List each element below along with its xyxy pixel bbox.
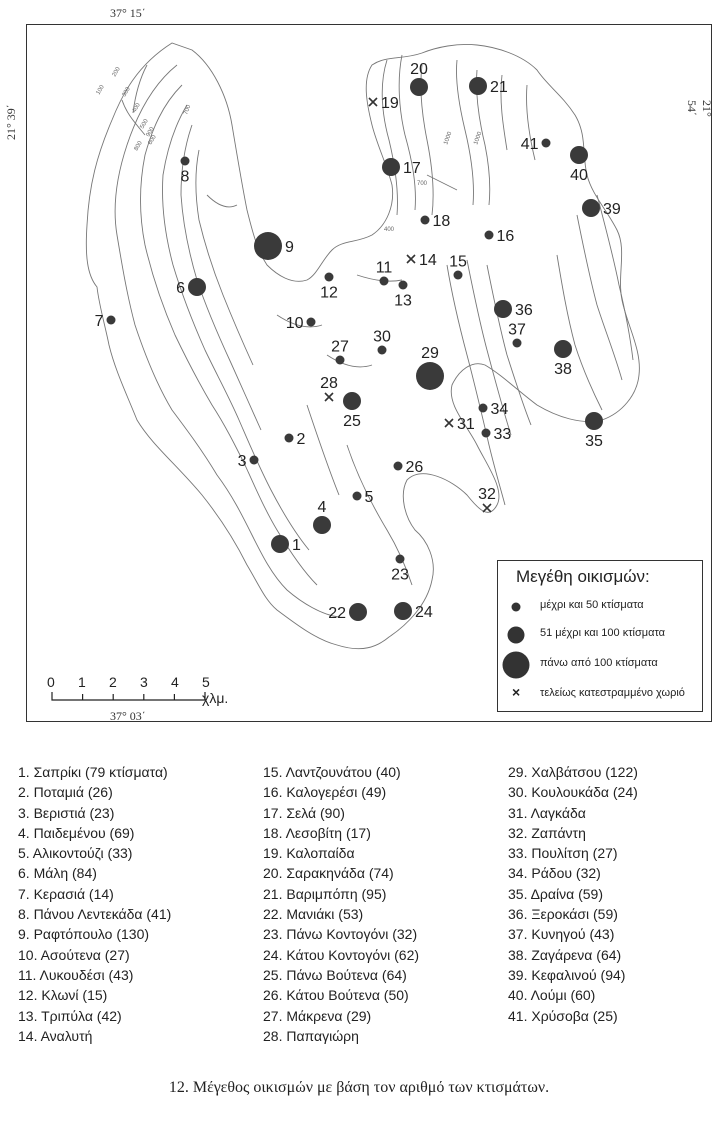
scale-tick-label: 3 [140,674,148,690]
settlement-number-label: 6 [176,280,185,297]
list-item: 25. Πάνω Βούτενα (64) [263,966,407,983]
settlement-number-label: 15 [449,253,467,271]
small-circle-icon [512,603,521,612]
settlement-markers [95,61,621,622]
settlement-number-label: 9 [285,239,294,256]
settlement-medium-circle [469,77,487,95]
contour-elevation-label: 300 [121,86,132,98]
settlement-number-label: 27 [331,338,349,356]
settlement-number-label: 26 [405,459,424,476]
settlement-number-label: 20 [410,61,428,78]
list-item: 29. Χαλβάτσου (122) [508,764,638,780]
settlement-medium-circle [188,278,206,296]
list-item: 15. Λαντζουνάτου (40) [263,764,401,780]
legend-label: 51 μέχρι και 100 κτίσματα [540,627,666,639]
settlement-medium-circle [585,412,603,430]
list-item: 19. Καλοπαίδα [263,845,355,862]
settlement-number-label: 16 [496,228,515,245]
settlement-number-label: 24 [415,604,433,621]
contour-elevation-label: 400 [384,227,395,233]
settlement-number-label: 34 [490,401,509,418]
settlement-small-circle [479,404,488,413]
scale-tick-label: 1 [78,674,86,690]
settlement-number-label: 7 [94,313,104,330]
list-item: 1. Σαπρίκι (79 κτίσματα) [18,764,168,780]
settlement-medium-circle [570,146,588,164]
settlement-large-circle [416,362,444,390]
settlement-number-label: 23 [391,566,409,584]
coord-bottom: 37° 03΄ [110,709,146,723]
list-item: 13. Τριπύλα (42) [18,1007,122,1024]
settlement-small-circle [454,271,463,280]
settlement-small-circle [285,434,294,443]
settlement-number-label: 41 [520,136,539,153]
settlement-number-label: 8 [180,168,190,186]
settlement-small-circle [394,462,403,471]
settlement-number-label: 28 [320,375,338,392]
settlement-number-label: 39 [603,201,621,218]
settlement-number-label: 36 [515,302,533,319]
settlement-medium-circle [410,78,428,96]
settlement-small-circle [336,356,345,365]
list-item: 34. Ράδου (32) [508,865,601,882]
destroyed-village-cross-icon [483,504,491,512]
settlement-medium-circle [349,603,367,621]
map-frame [26,24,712,722]
settlement-medium-circle [582,199,600,217]
list-item: 8. Πάνου Λεντεκάδα (41) [18,906,172,923]
settlement-small-circle [378,346,387,355]
settlement-number-label: 10 [285,315,304,332]
list-item: 14. Αναλυτή [18,1027,93,1044]
list-item: 5. Αλικοντούζι (33) [18,845,133,862]
settlement-small-circle [542,139,551,148]
settlement-small-circle [325,273,334,282]
settlement-number-label: 5 [364,489,374,506]
contour-elevation-label: 200 [111,66,122,78]
settlement-number-label: 18 [432,213,451,230]
settlement-number-label: 3 [237,453,247,470]
settlement-number-label: 25 [343,413,361,430]
legend-title: Μεγέθη οικισμών: [516,567,650,586]
settlement-small-circle [107,316,116,325]
settlement-number-label: 17 [403,160,421,177]
destroyed-village-cross-icon [407,255,415,263]
contour-elevation-label: 100 [95,84,106,96]
settlement-small-circle [307,318,316,327]
medium-circle-icon [508,627,525,644]
settlement-small-circle [250,456,259,465]
list-item: 16. Καλογερέσι (49) [263,784,387,801]
list-item: 27. Μάκρενα (29) [263,1007,372,1024]
legend-item-destroyed [498,683,704,707]
contour-elevation-label: 500 [139,118,150,130]
settlement-medium-circle [313,516,331,534]
settlement-number-label: 14 [419,252,437,269]
contour-elevation-label: 700 [183,104,193,116]
settlement-medium-circle [554,340,572,358]
settlement-number-label: 38 [554,361,572,378]
settlement-number-label: 22 [328,605,346,622]
list-item: 21. Βαριμπόπη (95) [263,885,387,902]
list-item: 38. Ζαγάρενα (64) [508,946,622,963]
contour-elevation-label: 600 [147,134,158,146]
settlement-number-label: 13 [394,292,412,310]
legend-label: μέχρι και 50 κτίσματα [540,599,644,611]
settlement-column-2 [263,762,503,1046]
settlement-number-label: 2 [296,431,306,448]
list-item: 12. Κλωνί (15) [18,987,108,1004]
settlement-number-label: 4 [317,499,327,516]
settlement-list [18,762,698,1052]
list-item: 4. Παιδεμένου (69) [18,824,135,841]
settlement-small-circle [482,429,491,438]
settlement-small-circle [353,492,362,501]
list-item: 40. Λούμι (60) [508,987,596,1004]
large-circle-icon [503,652,530,679]
list-item: 10. Ασούτενα (27) [18,946,130,963]
contour-elevation-label: 400 [131,102,142,114]
list-item: 37. Κυνηγού (43) [508,926,615,943]
settlement-number-label: 19 [381,95,399,112]
list-item: 39. Κεφαλινού (94) [508,966,626,983]
destroyed-village-cross-icon [369,98,377,106]
list-item: 6. Μάλη (84) [18,865,97,882]
settlement-small-circle [380,277,389,286]
list-item: 23. Πάνω Κοντογόνι (32) [263,926,418,943]
list-item: 2. Ποταμιά (26) [18,784,113,801]
legend-item-small [498,595,704,619]
contour-elevation-label: 1000 [443,131,454,146]
settlement-number-label: 37 [508,321,526,339]
settlement-number-label: 29 [421,345,439,362]
settlement-small-circle [421,216,430,225]
scale-bar-line [50,690,210,710]
settlement-number-label: 40 [570,167,588,184]
settlement-number-label: 30 [373,328,391,346]
settlement-medium-circle [343,392,361,410]
contour-elevation-label: 700 [417,181,428,187]
settlement-small-circle [485,231,494,240]
settlement-number-label: 21 [490,79,508,96]
scale-tick-label: 4 [171,674,179,690]
list-item: 7. Κερασιά (14) [18,885,114,902]
destroyed-village-cross-icon [445,419,453,427]
settlement-medium-circle [394,602,412,620]
list-item: 31. Λαγκάδα [508,804,586,821]
settlement-small-circle [513,339,522,348]
settlement-number-label: 11 [375,259,393,277]
settlement-column-3 [508,762,718,1026]
settlement-small-circle [396,555,405,564]
coord-top: 37° 15΄ [110,6,146,20]
list-item: 11. Λυκουδέσι (43) [18,966,134,983]
settlement-medium-circle [271,535,289,553]
coord-left: 21° 39΄ [4,104,18,140]
settlement-number-label: 33 [493,426,512,443]
legend-label: πάνω από 100 κτίσματα [540,657,658,669]
legend-item-medium [498,623,704,647]
list-item: 22. Μανιάκι (53) [263,906,364,923]
scale-end-label: 5 χλμ. [202,674,229,706]
list-item: 41. Χρύσοβα (25) [508,1007,618,1024]
list-item: 32. Ζαπάντη [508,824,586,841]
scale-tick-label: 2 [109,674,117,690]
settlement-number-label: 1 [292,537,301,554]
legend [497,560,703,712]
list-item: 26. Κάτου Βούτενα (50) [263,987,409,1004]
settlement-medium-circle [382,158,400,176]
list-item: 17. Σελά (90) [263,804,345,821]
list-item: 18. Λεσοβίτη (17) [263,824,371,841]
list-item: 24. Κάτου Κοντογόνι (62) [263,946,420,963]
contour-elevation-label: 900 [145,126,156,138]
list-item: 20. Σαρακηνάδα (74) [263,865,394,882]
settlement-small-circle [399,281,408,290]
legend-item-large [498,653,704,677]
figure-caption: 12. Μέγεθος οικισμών με βάση τον αριθμό των κτισμάτων. [168,1079,550,1096]
list-item: 30. Κουλουκάδα (24) [508,784,638,801]
cross-icon: × [512,684,521,700]
settlement-small-circle [181,157,190,166]
list-item: 28. Παπαγιώρη [263,1027,359,1044]
list-item: 3. Βεριστιά (23) [18,804,115,821]
settlement-column-1 [18,762,258,1046]
settlement-number-label: 31 [457,416,475,433]
settlement-number-label: 32 [478,486,496,503]
list-item: 35. Δραίνα (59) [508,885,603,902]
settlement-number-label: 35 [585,433,603,450]
settlement-medium-circle [494,300,512,318]
list-item: 33. Πουλίτση (27) [508,845,618,862]
list-item: 9. Ραφτόπουλο (130) [18,926,150,943]
coord-right: 21° 54΄ [685,100,714,117]
list-item: 36. Ξεροκάσι (59) [508,906,618,923]
destroyed-village-cross-icon [325,393,333,401]
legend-label: τελείως κατεστραμμένο χωριό [540,687,685,699]
scale-tick-label: 0 [47,674,55,690]
contour-elevation-label: 1000 [473,131,484,146]
contour-elevation-label: 800 [133,140,144,152]
settlement-number-label: 12 [320,284,338,302]
settlement-large-circle [254,232,282,260]
